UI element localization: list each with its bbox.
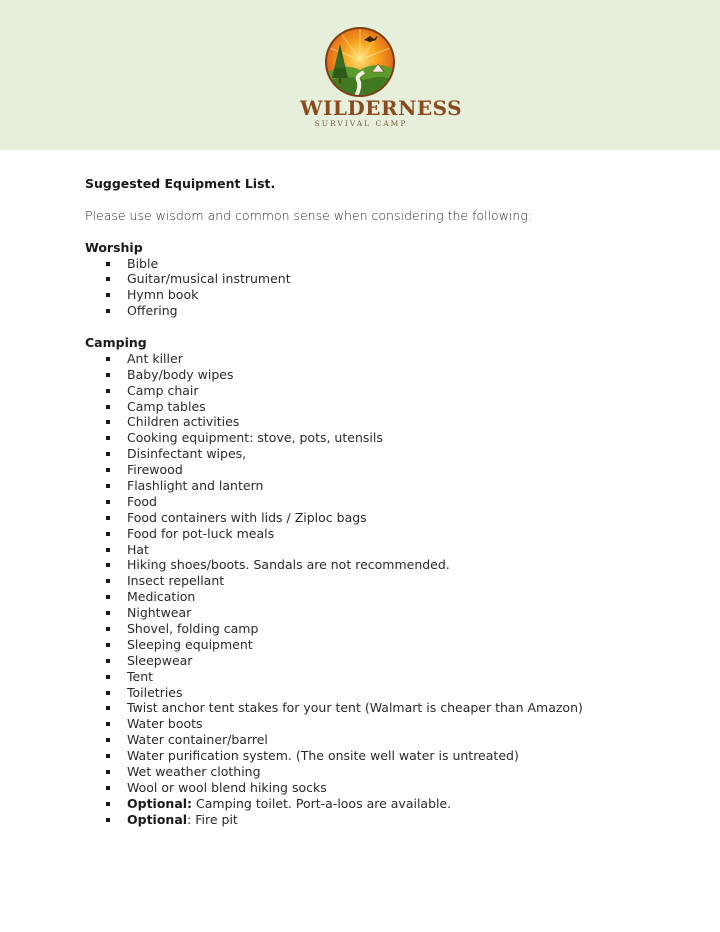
bullet-icon [106, 675, 110, 679]
list-item: Food for pot-luck meals [85, 526, 685, 542]
list-item: Offering [85, 303, 685, 319]
list-item: Water boots [85, 716, 685, 732]
bullet-icon [106, 595, 110, 599]
bullet-icon [106, 786, 110, 790]
bullet-icon [106, 738, 110, 742]
bullet-icon [106, 611, 110, 615]
camp-emblem-icon [324, 24, 396, 100]
bullet-icon [106, 277, 110, 281]
header-banner [0, 0, 720, 150]
wilderness-logo [300, 24, 463, 134]
list-item: Insect repellant [85, 573, 685, 589]
bullet-icon [106, 691, 110, 695]
list-item: Children activities [85, 414, 685, 430]
optional-text: : Fire pit [187, 811, 238, 827]
bullet-icon [106, 405, 110, 409]
bullet-icon [106, 420, 110, 424]
list-item: Camp tables [85, 399, 685, 415]
bullet-icon [106, 802, 110, 806]
list-item: Firewood [85, 462, 685, 478]
list-item: Guitar/musical instrument [85, 271, 685, 287]
optional-item [85, 812, 685, 828]
list-item: Ant killer [85, 351, 685, 367]
intro-text: Please use wisdom and common sense when considering the following: [85, 207, 533, 223]
list-item: Toiletries [85, 685, 685, 701]
optional-label: Optional: [127, 795, 193, 811]
list-item: Water purification system. (The onsite well water is untreated) [85, 748, 685, 764]
worship-list [85, 256, 685, 320]
list-item: Medication [85, 589, 685, 605]
list-item: Sleepwear [85, 653, 685, 669]
bullet-icon [106, 548, 110, 552]
camping-heading: Camping [85, 334, 147, 350]
list-item: Flashlight and lantern [85, 478, 685, 494]
bullet-icon [106, 516, 110, 520]
list-item: Bible [85, 256, 685, 272]
worship-heading: Worship [85, 239, 143, 255]
bullet-icon [106, 468, 110, 472]
list-item: Wet weather clothing [85, 764, 685, 780]
list-item: Twist anchor tent stakes for your tent (Walmart is cheaper than Amazon) [85, 700, 685, 716]
list-item: Baby/body wipes [85, 367, 685, 383]
bullet-icon [106, 500, 110, 504]
bullet-icon [106, 643, 110, 647]
logo-subtitle: SURVIVAL CAMP [314, 119, 408, 128]
logo-wordmark: WILDERNESS [300, 96, 463, 120]
list-item: Nightwear [85, 605, 685, 621]
optional-item [85, 796, 685, 812]
bullet-icon [106, 706, 110, 710]
list-item: Cooking equipment: stove, pots, utensils [85, 430, 685, 446]
bullet-icon [106, 262, 110, 266]
list-item: Food [85, 494, 685, 510]
list-item: Camp chair [85, 383, 685, 399]
document-body [85, 176, 685, 828]
bullet-icon [106, 436, 110, 440]
bullet-icon [106, 532, 110, 536]
bullet-icon [106, 452, 110, 456]
bullet-icon [106, 373, 110, 377]
camping-list [85, 351, 685, 828]
list-item: Food containers with lids / Ziploc bags [85, 510, 685, 526]
bullet-icon [106, 389, 110, 393]
bullet-icon [106, 293, 110, 297]
bullet-icon [106, 627, 110, 631]
bullet-icon [106, 309, 110, 313]
bullet-icon [106, 818, 110, 822]
bullet-icon [106, 770, 110, 774]
list-item: Hiking shoes/boots. Sandals are not recommended. [85, 557, 685, 573]
list-item: Hat [85, 542, 685, 558]
list-item: Wool or wool blend hiking socks [85, 780, 685, 796]
list-item: Hymn book [85, 287, 685, 303]
optional-label: Optional [127, 811, 188, 827]
bullet-icon [106, 563, 110, 567]
list-item: Shovel, folding camp [85, 621, 685, 637]
list-item: Sleeping equipment [85, 637, 685, 653]
list-item: Water container/barrel [85, 732, 685, 748]
bullet-icon [106, 484, 110, 488]
document-title: Suggested Equipment List. [85, 176, 276, 191]
list-item: Tent [85, 669, 685, 685]
optional-text: Camping toilet. Port-a-loos are available. [192, 795, 452, 811]
bullet-icon [106, 579, 110, 583]
bullet-icon [106, 754, 110, 758]
bullet-icon [106, 357, 110, 361]
bullet-icon [106, 722, 110, 726]
bullet-icon [106, 659, 110, 663]
list-item: Disinfectant wipes, [85, 446, 685, 462]
